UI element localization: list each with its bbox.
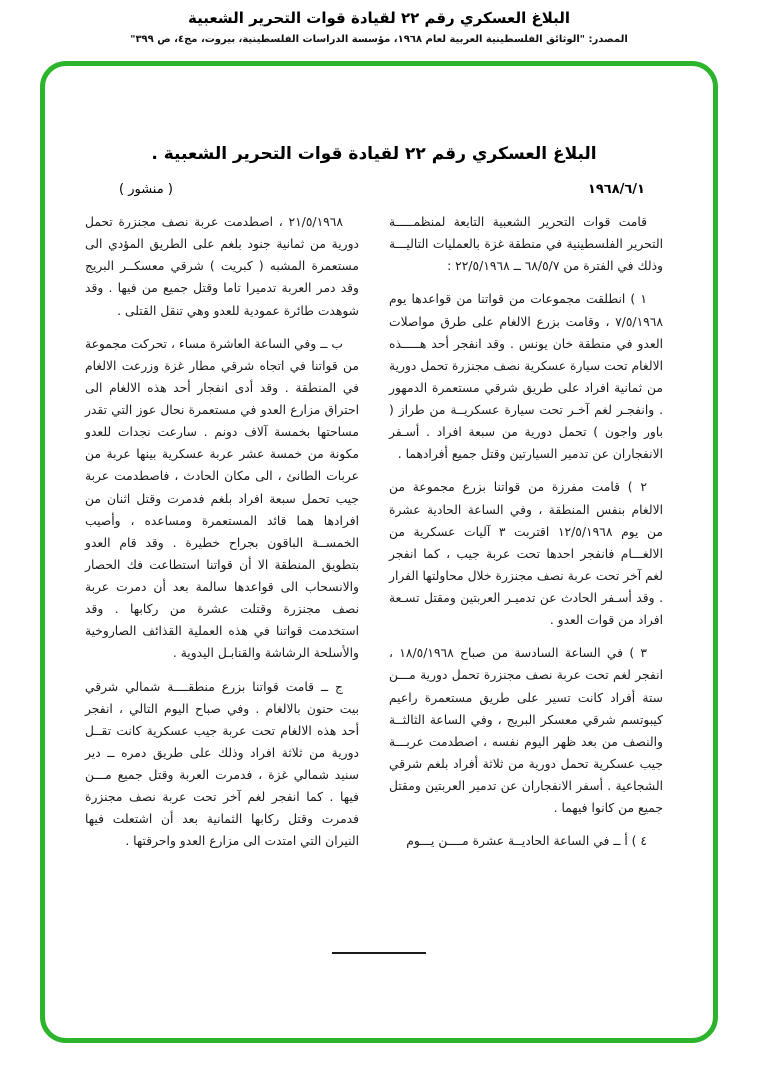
- item-4a-paragraph: ٢١/٥/١٩٦٨ ، اصطدمت عربة نصف مجنزرة تحمل دورية من ثمانية جنود بلغم على الطريق المؤدي الى مستعمرة المشبه ( كبريت ) شرقي معسكــر البريج وقد دمر العربة تدميرا تاما وقتل جميع من فيها . وقد شوهدت طائرة عمودية للعدو وهي تنقل القتلى .: [85, 215, 359, 318]
- item-4b-paragraph: ب ــ وفي الساعة العاشرة مساء ، تحركت مجموعة من قواتنا في اتجاه شرقي مطار غزة وزرعت الالغام في المنطقة . وقد أدى انفجار أحد هذه الالغام الى احتراق مزارع العدو في مستعمرة نحال عوز التي تقدر مساحتها بخمسة آلاف دونم . سارعت نجدات للعدو مكونة من خمسة عشر عربة عسكرية بينها عربة من عربات الطانئ ، الى مكان الحادث ، فاصطدمت عربة جيب تحمل سبعة افراد بلغم فدمرت وقتل اثنان من افرادها هما قائد المستعمرة ومساعده ، وأصيب الخمســة الباقون بجراح خطيرة . وقد قام العدو بتطويق المنطقة الا أن قواتنا استطاعت فك الحصار والانسحاب الى قواعدها سالمة بعد أن دمرت عربة نصف مجنزرة وقتلت عشرة من ركابها . وقد استخدمت قواتنا في هذه العملية القذائف الصاروخية والأسلحة الرشاشة والقنابـل اليدوية .: [85, 336, 359, 661]
- document-date: ١٩٦٨/٦/١: [587, 182, 645, 197]
- item-4c-paragraph: ج ــ قامت قواتنا بزرع منطقــــة شمالي شرقي بيت حنون بالالغام . وفي صباح اليوم التالي ، انفجر أحد هذه الالغام تحت عربة جيب عسكرية كانت تقــل دورية من ثلاثة افراد وذلك على طريق دمره ــ دير سنيد شمالي غزة ، فدمرت العربة وقتل جميع مـــن فيها . كما انفجر لغم آخر تحت عربة نصف مجنزرة فدمرت وقتل ركابها الثمانية بعد أن اشتعلت فيها النيران التي امتدت الى مزارع العدو واحرقتها .: [85, 679, 359, 849]
- published-note: ( منشور ): [119, 182, 173, 197]
- item-4-start-paragraph: ٤ ) أ ــ في الساعة الحاديــة عشرة مــــن يـــوم: [406, 834, 647, 849]
- page-title: البلاغ العسكري رقم ٢٢ لقيادة قوات التحرير الشعبية: [188, 9, 570, 27]
- document-meta: [85, 182, 663, 197]
- column-left: [85, 211, 359, 864]
- item-3-paragraph: ٣ ) في الساعة السادسة من صباح ١٨/٥/١٩٦٨ ، انفجر لغم تحت عربة نصف مجنزرة تحمل دورية مـــن ستة أفراد كانت تسير على طريق مستعمرة راعيم كيبوتسم شرقي معسكر البريج ، وفي الساعة الثالثــة والنصف من بعد ظهر اليوم نفسه ، اصطدمت عربـــة جيب عسكرية تحمل دورية من ثلاثة أفراد بلغم شرقي الشجاعية . أسفر الانفجاران عن تدمير العربتين ومقتل جميع من كانوا فيهما .: [389, 646, 663, 816]
- document-frame: [40, 61, 718, 1043]
- document-scan: [45, 66, 713, 864]
- bottom-rule: [332, 952, 426, 954]
- column-right: [389, 211, 663, 864]
- intro-paragraph: قامت قوات التحرير الشعبية التابعة لمنظمـــــة التحرير الفلسطينية في منطقة غزة بالعمليات التاليـــة وذلك في الفترة من ٦٨/٥/٧ ــ ٢٢/٥/١٩٦٨ :: [389, 215, 663, 274]
- source-line: المصدر: "الوثائق الفلسطينية العربية لعام ١٩٦٨، مؤسسة الدراسات الفلسطينية، بيروت، مج٤، ص ٣٩٩": [130, 34, 628, 45]
- item-2-paragraph: ٢ ) قامت مفرزة من قواتنا بزرع مجموعة من الالغام بنفس المنطقة ، وفي الساعة الحادية عشرة من يوم ١٢/٥/١٩٦٨ اقتربت ٣ آليات عسكرية من الالغـــام فانفجر احدها تحت عربة جيب ، كما انفجر لغم آخر تحت عربة نصف مجنزرة خلال محاولتها الفرار . وقد أسـفر الحادث عن تدميـر العربتين ومقتل تسـعة افراد من قوات العدو .: [389, 480, 663, 628]
- page-header: [0, 0, 758, 45]
- document-title: البلاغ العسكري رقم ٢٢ لقيادة قوات التحرير الشعبية .: [151, 144, 597, 164]
- item-1-paragraph: ١ ) انطلقت مجموعات من قواتنا من قواعدها يوم ٧/٥/١٩٦٨ ، وقامت بزرع الالغام على طرق مواصلات العدو في منطقة خان يونس . وقد انفجر أحد هـــــذه الالغام تحت سيارة عسكرية نصف مجنزرة تحمل دورية من ثمانية افراد على طريق شرقي مستعمرة الدمهور . وانفجـر لغم آخـر تحت سيارة عسكريــة من طراز ( باور واجون ) تحمل دورية من سبعة افراد . أسـفر الانفجاران عن تدمير السيارتين وقتل جميع أفرادهما .: [389, 292, 663, 462]
- text-columns: [85, 211, 663, 864]
